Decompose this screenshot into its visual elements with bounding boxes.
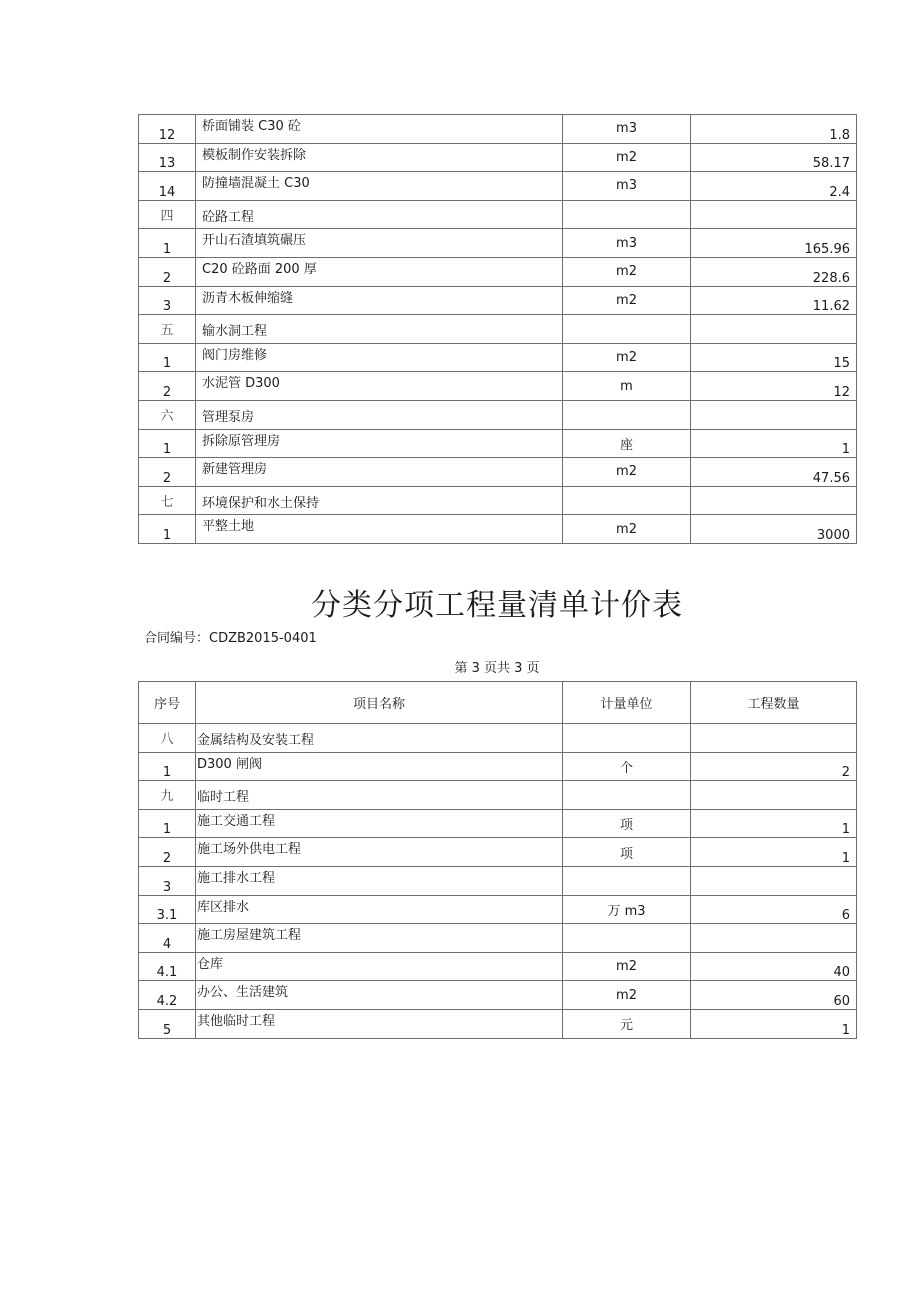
cell-unit: 项 [563,838,691,867]
cell-unit: 万 m3 [563,895,691,924]
cell-unit: 项 [563,809,691,838]
table-row [139,981,857,1010]
cell-qty: 1 [691,809,857,838]
cell-unit: m2 [563,286,691,315]
cell-no: 六 [139,400,196,429]
cell-qty: 165.96 [691,229,857,258]
section-row [139,315,857,344]
cell-qty: 2.4 [691,172,857,201]
cell-name: 施工交通工程 [196,809,563,838]
cell-no: 1 [139,809,196,838]
cell-qty [691,315,857,344]
cell-unit [563,866,691,895]
table-row [139,809,857,838]
cell-no: 五 [139,315,196,344]
cell-name: 办公、生活建筑 [196,981,563,1010]
cell-qty: 1 [691,429,857,458]
cell-name: 施工排水工程 [196,866,563,895]
table-row [139,866,857,895]
cell-no: 1 [139,515,196,544]
cell-unit [563,400,691,429]
table-row [139,372,857,401]
header-no: 序号 [139,682,196,724]
cell-no: 13 [139,143,196,172]
cell-name: C20 砼路面 200 厚 [196,257,563,286]
cell-no: 3 [139,286,196,315]
cell-name: 施工房屋建筑工程 [196,924,563,953]
cell-no: 2 [139,257,196,286]
cell-no: 八 [139,724,196,753]
table-row [139,752,857,781]
cell-name: D300 闸阀 [196,752,563,781]
cell-name: 沥青木板伸缩缝 [196,286,563,315]
cell-no: 四 [139,200,196,229]
cell-no: 12 [139,115,196,144]
header-qty: 工程数量 [691,682,857,724]
cell-no: 1 [139,429,196,458]
cell-qty: 6 [691,895,857,924]
cell-name: 桥面铺装 C30 砼 [196,115,563,144]
cell-no: 1 [139,343,196,372]
header-unit: 计量单位 [563,682,691,724]
cell-name: 库区排水 [196,895,563,924]
cell-qty [691,486,857,515]
cell-unit: m2 [563,143,691,172]
section-row [139,781,857,810]
document-title: 分类分项工程量清单计价表 [311,588,683,623]
page-indicator: 第 3 页共 3 页 [454,661,540,676]
cell-unit: m2 [563,458,691,487]
cell-no: 2 [139,372,196,401]
cell-name: 平整土地 [196,515,563,544]
quantity-table [138,681,857,1039]
cell-name: 施工场外供电工程 [196,838,563,867]
cell-qty: 40 [691,952,857,981]
cell-unit: m3 [563,229,691,258]
cell-qty [691,200,857,229]
cell-unit: m2 [563,981,691,1010]
table-row [139,429,857,458]
cell-unit: m2 [563,257,691,286]
table-row [139,115,857,144]
cell-name: 阀门房维修 [196,343,563,372]
cell-no: 3.1 [139,895,196,924]
cell-no: 4.2 [139,981,196,1010]
cell-name: 防撞墙混凝土 C30 [196,172,563,201]
cell-no: 4.1 [139,952,196,981]
cell-name: 临时工程 [196,781,563,810]
cell-unit [563,200,691,229]
cell-unit: m2 [563,515,691,544]
header-name: 项目名称 [196,682,563,724]
cell-unit: m3 [563,115,691,144]
cell-qty: 12 [691,372,857,401]
cell-qty: 2 [691,752,857,781]
section-row [139,200,857,229]
table-row [139,515,857,544]
table-row [139,286,857,315]
cell-unit: m2 [563,343,691,372]
cell-name: 管理泵房 [196,400,563,429]
cell-no: 2 [139,838,196,867]
cell-unit [563,486,691,515]
table-row [139,838,857,867]
cell-qty: 60 [691,981,857,1010]
cell-no: 5 [139,1009,196,1038]
cell-qty: 1 [691,838,857,867]
cell-no: 七 [139,486,196,515]
cell-name: 仓库 [196,952,563,981]
cell-name: 环境保护和水土保持 [196,486,563,515]
cell-qty: 58.17 [691,143,857,172]
table-row [139,458,857,487]
cell-no: 1 [139,229,196,258]
cell-unit [563,781,691,810]
section-row [139,486,857,515]
cell-name: 砼路工程 [196,200,563,229]
cell-unit: 座 [563,429,691,458]
cell-name: 开山石渣填筑碾压 [196,229,563,258]
cell-qty: 11.62 [691,286,857,315]
cell-name: 模板制作安装拆除 [196,143,563,172]
cell-qty: 1 [691,1009,857,1038]
cell-unit [563,724,691,753]
cell-qty: 3000 [691,515,857,544]
cell-name: 输水洞工程 [196,315,563,344]
cell-unit [563,315,691,344]
contract-number: 合同编号：CDZB2015-0401 [144,631,317,646]
table-row [139,924,857,953]
cell-qty [691,724,857,753]
cell-qty [691,400,857,429]
cell-name: 水泥管 D300 [196,372,563,401]
quantity-table-continued [138,114,857,544]
cell-qty: 47.56 [691,458,857,487]
cell-qty: 228.6 [691,257,857,286]
cell-name: 其他临时工程 [196,1009,563,1038]
table-row [139,257,857,286]
section-row [139,400,857,429]
table-row [139,1009,857,1038]
table-row [139,229,857,258]
cell-unit: 个 [563,752,691,781]
section-row [139,724,857,753]
cell-unit: m [563,372,691,401]
cell-no: 1 [139,752,196,781]
cell-name: 新建管理房 [196,458,563,487]
table-row [139,343,857,372]
cell-qty [691,781,857,810]
table-row [139,895,857,924]
cell-unit [563,924,691,953]
cell-no: 4 [139,924,196,953]
cell-unit: m3 [563,172,691,201]
cell-qty: 15 [691,343,857,372]
cell-unit: 元 [563,1009,691,1038]
cell-qty [691,924,857,953]
cell-no: 3 [139,866,196,895]
table-row [139,143,857,172]
table-row [139,172,857,201]
cell-no: 14 [139,172,196,201]
cell-no: 2 [139,458,196,487]
cell-qty [691,866,857,895]
cell-name: 拆除原管理房 [196,429,563,458]
cell-unit: m2 [563,952,691,981]
cell-no: 九 [139,781,196,810]
table-header-row [139,682,857,724]
table-row [139,952,857,981]
cell-name: 金属结构及安装工程 [196,724,563,753]
cell-qty: 1.8 [691,115,857,144]
